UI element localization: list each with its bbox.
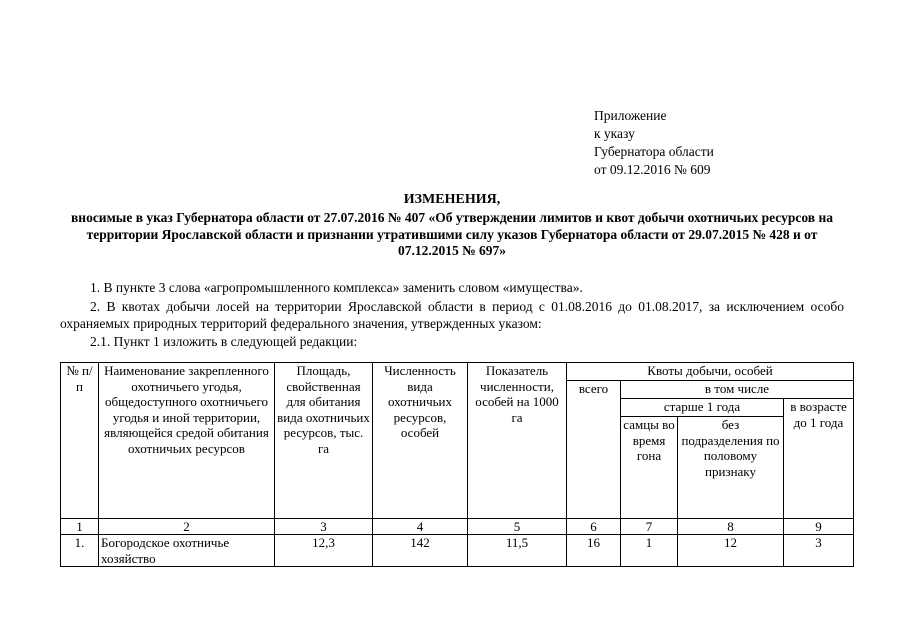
- column-number: 2: [99, 519, 275, 535]
- document-subtitle: вносимые в указ Губернатора области от 27.07.2016 № 407 «Об утверждении лимитов и квот добычи охотничьих ресурсов на территории Ярославской области и признании утратившими силу указов Губернатора области от 29.07.2015 № 428 и от 07.12.2015 № 697»: [71, 210, 833, 258]
- row-nosex: 12: [678, 535, 784, 567]
- annex-line-1: Приложение: [594, 108, 667, 123]
- column-number: 9: [784, 519, 854, 535]
- row-name: Богородское охотничье хозяйство: [99, 535, 275, 567]
- column-number-row: [61, 519, 854, 535]
- header-males: самцы во время гона: [621, 417, 678, 519]
- header-under1: в возрасте до 1 года: [784, 399, 854, 519]
- column-number: 6: [567, 519, 621, 535]
- row-under1: 3: [784, 535, 854, 567]
- header-indicator: Показатель численности, особей на 1000 га: [468, 363, 567, 519]
- header-quotas: Квоты добычи, особей: [567, 363, 854, 381]
- paragraph-1: 1. В пункте 3 слова «агропромышленного комплекса» заменить словом «имущества».: [90, 280, 583, 295]
- row-males: 1: [621, 535, 678, 567]
- table-row: [61, 535, 854, 567]
- column-number: 4: [373, 519, 468, 535]
- header-name: Наименование закрепленного охотничьего угодья, общедоступного охотничьего угодья и иной территории, являющейся средой обитания охотничьих ресурсов: [99, 363, 275, 519]
- header-nosex: без подразделения по половому признаку: [678, 417, 784, 519]
- document-title: ИЗМЕНЕНИЯ,: [403, 192, 501, 207]
- header-older: старше 1 года: [621, 399, 784, 417]
- row-count: 142: [373, 535, 468, 567]
- row-total: 16: [567, 535, 621, 567]
- row-num: 1.: [61, 535, 99, 567]
- row-area: 12,3: [275, 535, 373, 567]
- document-body: [60, 279, 844, 350]
- column-number: 8: [678, 519, 784, 535]
- column-number: 5: [468, 519, 567, 535]
- header-area: Площадь, свойственная для обитания вида охотничьих ресурсов, тыс. га: [275, 363, 373, 519]
- annex-line-4: от 09.12.2016 № 609: [594, 162, 711, 177]
- annex-line-2: к указу: [594, 126, 635, 141]
- annex-block: [594, 107, 714, 179]
- paragraph-3: 2.1. Пункт 1 изложить в следующей редакции:: [90, 333, 358, 349]
- column-number: 3: [275, 519, 373, 535]
- header-including: в том числе: [621, 381, 854, 399]
- header-num: № п/п: [61, 363, 99, 519]
- header-row-1: [61, 363, 854, 381]
- annex-line-3: Губернатора области: [594, 144, 714, 159]
- header-count: Численность вида охотничьих ресурсов, особей: [373, 363, 468, 519]
- row-indicator: 11,5: [468, 535, 567, 567]
- column-number: 7: [621, 519, 678, 535]
- header-total: всего: [567, 381, 621, 519]
- column-number: 1: [61, 519, 99, 535]
- paragraph-2: 2. В квотах добычи лосей на территории Ярославской области в период с 01.08.2016 до 01.08.2017, за исключением особо охраняемых природных территорий федерального значения, утвержденных указом:: [60, 298, 844, 331]
- quota-table: [60, 362, 854, 567]
